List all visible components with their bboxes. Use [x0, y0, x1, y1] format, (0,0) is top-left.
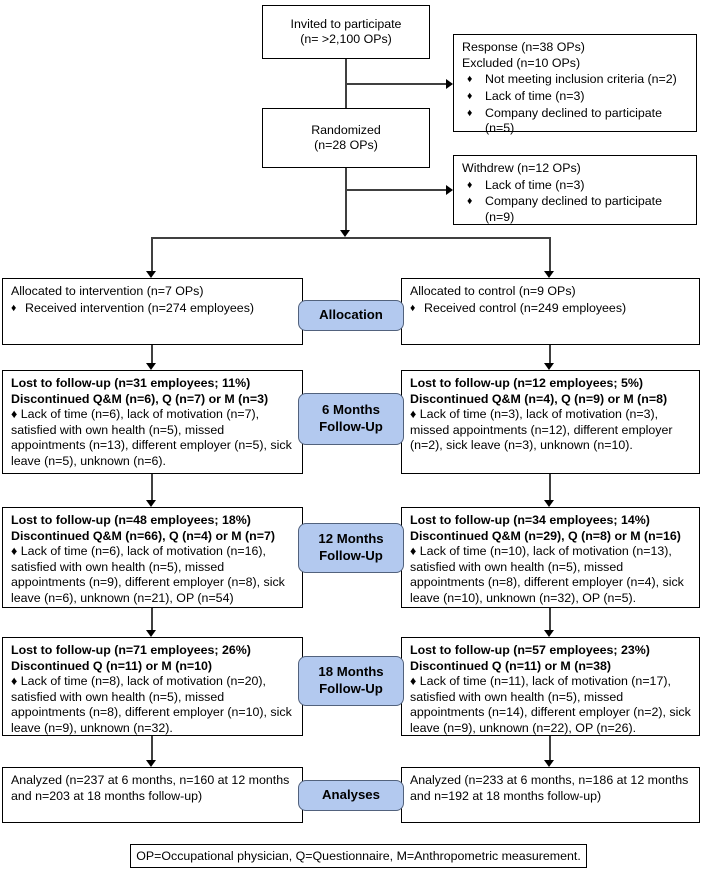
- diamond-bullet-icon: ♦: [467, 106, 473, 119]
- withdrew-box: [453, 155, 697, 225]
- followup-18m-intervention-box: [2, 637, 303, 736]
- followup-6m-intervention-box: [2, 370, 303, 474]
- arrowhead-down-split-icon: [340, 230, 350, 237]
- allocation-control-bullet-text: Received control (n=249 employees): [424, 300, 627, 315]
- arrowhead-down-left-12m-icon: [146, 500, 156, 507]
- 6m-left-reasons: ♦ Lack of time (n=6), lack of motivation (n=7), satisfied with own health (n=5), missed appointments (n=13), different employer (n=5), sick leave (n=5), unknown (n=6).: [11, 407, 292, 468]
- arrowhead-right-response-icon: [446, 79, 453, 89]
- withdrew-bullet-1: [462, 178, 688, 194]
- 12m-right-lost: Lost to follow-up (n=34 employees; 14%): [410, 513, 650, 527]
- 6m-left-discontinued: Discontinued Q&M (n=6), Q (n=7) or M (n=3): [11, 391, 269, 406]
- stage-label-6m: 6 Months Follow-Up: [298, 393, 404, 445]
- analyzed-intervention-box: [2, 767, 303, 823]
- followup-12m-control-box: [401, 507, 700, 608]
- 18m-right-lost: Lost to follow-up (n=57 employees; 23%): [410, 643, 650, 657]
- connector-to-withdrew: [346, 189, 446, 191]
- connector-right-12m-18m: [549, 608, 551, 630]
- randomized-line2: (n=28 OPs): [314, 138, 378, 152]
- 18m-left-lost: Lost to follow-up (n=71 employees; 26%): [11, 643, 251, 657]
- diamond-bullet-icon: ♦: [410, 301, 416, 314]
- response-excluded-box: [453, 34, 697, 135]
- withdrew-bullet-1-text: Lack of time (n=3): [485, 177, 585, 192]
- stage-label-18m: 18 Months Follow-Up: [298, 656, 404, 706]
- withdrew-title: Withdrew (n=12 OPs): [462, 161, 581, 175]
- 18m-left-reasons: ♦ Lack of time (n=8), lack of motivation (n=20), satisfied with own health (n=5), missed appointments (n=8), different employer (n=10), sick leave (n=9), unknown (n=32).: [11, 674, 292, 735]
- randomized-box: [262, 108, 430, 168]
- invited-line1: Invited to participate: [290, 16, 402, 31]
- excluded-bullet-3: [462, 106, 688, 137]
- 6m-right-reasons: ♦ Lack of time (n=3), lack of motivation (n=3), missed appointments (n=12), different employer (n=2), sick leave (n=3), unknown (n=10).: [410, 407, 673, 452]
- arrowhead-down-right-12m-icon: [544, 500, 554, 507]
- 6m-right-discontinued: Discontinued Q&M (n=4), Q (n=9) or M (n=8): [410, 391, 668, 406]
- 18m-left-discontinued: Discontinued Q (n=11) or M (n=10): [11, 658, 213, 673]
- randomized-line1: Randomized: [311, 122, 381, 137]
- allocation-control-bullet: [410, 301, 691, 317]
- 12m-left-reasons: ♦ Lack of time (n=6), lack of motivation (n=16), satisfied with own health (n=5), missed appointments (n=9), different employer (n=8), sick leave (n=6), unknown (n=21), OP (n=54): [11, 544, 285, 605]
- 18m-right-discontinued: Discontinued Q (n=11) or M (n=38): [410, 658, 612, 673]
- stage-label-12m: 12 Months Follow-Up: [298, 523, 404, 573]
- diamond-bullet-icon: ♦: [467, 73, 473, 85]
- withdrew-bullet-2: [462, 194, 688, 225]
- 6m-left-lost: Lost to follow-up (n=31 employees; 11%): [11, 376, 251, 390]
- excluded-bullet-2: [462, 89, 688, 105]
- arrowhead-down-right-alloc-icon: [544, 271, 554, 278]
- analyzed-intervention-text: Analyzed (n=237 at 6 months, n=160 at 12 months and n=203 at 18 months follow-up): [11, 773, 290, 803]
- arrowhead-down-left-6m-icon: [146, 363, 156, 370]
- allocation-intervention-title: Allocated to intervention (n=7 OPs): [11, 284, 204, 298]
- connector-left-alloc-6m: [151, 345, 153, 363]
- split-right-drop: [549, 237, 551, 271]
- connector-randomized-split: [345, 168, 347, 230]
- connector-right-6m-12m: [549, 474, 551, 500]
- excluded-line: Excluded (n=10 OPs): [462, 55, 581, 70]
- followup-6m-control-box: [401, 370, 700, 474]
- withdrew-bullet-2-text: Company declined to participate (n=9): [485, 194, 663, 224]
- analyzed-control-text: Analyzed (n=233 at 6 months, n=186 at 12 months and n=192 at 18 months follow-up): [410, 773, 689, 803]
- followup-18m-control-box: [401, 637, 700, 736]
- arrowhead-down-right-6m-icon: [544, 363, 554, 370]
- diamond-bullet-icon: ♦: [467, 195, 473, 208]
- allocation-control-title: Allocated to control (n=9 OPs): [410, 284, 576, 298]
- diamond-bullet-icon: ♦: [467, 178, 473, 191]
- stage-label-allocation: Allocation: [298, 300, 404, 331]
- abbreviation-legend-text: OP=Occupational physician, Q=Questionnaire, M=Anthropometric measurement.: [136, 849, 581, 863]
- arrowhead-down-right-analyses-icon: [544, 760, 554, 767]
- excluded-bullet-3-text: Company declined to participate (n=5): [485, 105, 663, 135]
- analyzed-control-box: [401, 767, 700, 823]
- allocation-intervention-box: [2, 278, 303, 345]
- stage-label-analyses: Analyses: [298, 780, 404, 811]
- diamond-bullet-icon: ♦: [467, 89, 473, 102]
- 12m-left-discontinued: Discontinued Q&M (n=66), Q (n=4) or M (n=7): [11, 528, 276, 543]
- connector-right-18m-analyses: [549, 736, 551, 760]
- split-horizontal-line: [152, 237, 551, 239]
- arrowhead-down-right-18m-icon: [544, 630, 554, 637]
- invited-line2: (n= >2,100 OPs): [300, 32, 392, 46]
- arrowhead-right-withdrew-icon: [446, 185, 453, 195]
- split-left-drop: [151, 237, 153, 271]
- connector-left-6m-12m: [151, 474, 153, 500]
- connector-to-response: [346, 83, 446, 85]
- 18m-right-reasons: ♦ Lack of time (n=11), lack of motivation (n=17), satisfied with own health (n=5), missed appointments (n=14), different employer (n=2), sick leave (n=9), unknown (n=22), OP (n=26).: [410, 674, 691, 735]
- 6m-right-lost: Lost to follow-up (n=12 employees; 5%): [410, 376, 644, 390]
- followup-12m-intervention-box: [2, 507, 303, 608]
- connector-left-12m-18m: [151, 608, 153, 630]
- diamond-bullet-icon: ♦: [11, 301, 17, 314]
- allocation-intervention-bullet: [11, 301, 294, 317]
- 12m-right-reasons: ♦ Lack of time (n=10), lack of motivation (n=13), satisfied with own health (n=5), missed appointments (n=8), different employer (n=4), sick leave (n=10), unknown (n=32), OP (n=5).: [410, 544, 684, 605]
- connector-left-18m-analyses: [151, 736, 153, 760]
- abbreviation-legend-box: [130, 844, 587, 868]
- 12m-right-discontinued: Discontinued Q&M (n=29), Q (n=8) or M (n=16): [410, 528, 681, 543]
- arrowhead-down-left-analyses-icon: [146, 760, 156, 767]
- allocation-intervention-bullet-text: Received intervention (n=274 employees): [25, 300, 255, 315]
- connector-right-alloc-6m: [549, 345, 551, 363]
- arrowhead-down-left-alloc-icon: [146, 271, 156, 278]
- 12m-left-lost: Lost to follow-up (n=48 employees; 18%): [11, 513, 251, 527]
- arrowhead-down-left-18m-icon: [146, 630, 156, 637]
- excluded-bullet-1: [462, 72, 688, 88]
- excluded-bullet-2-text: Lack of time (n=3): [485, 88, 585, 103]
- invited-box: [262, 5, 430, 59]
- excluded-bullet-1-text: Not meeting inclusion criteria (n=2): [485, 72, 677, 86]
- response-line: Response (n=38 OPs): [462, 40, 585, 54]
- allocation-control-box: [401, 278, 700, 345]
